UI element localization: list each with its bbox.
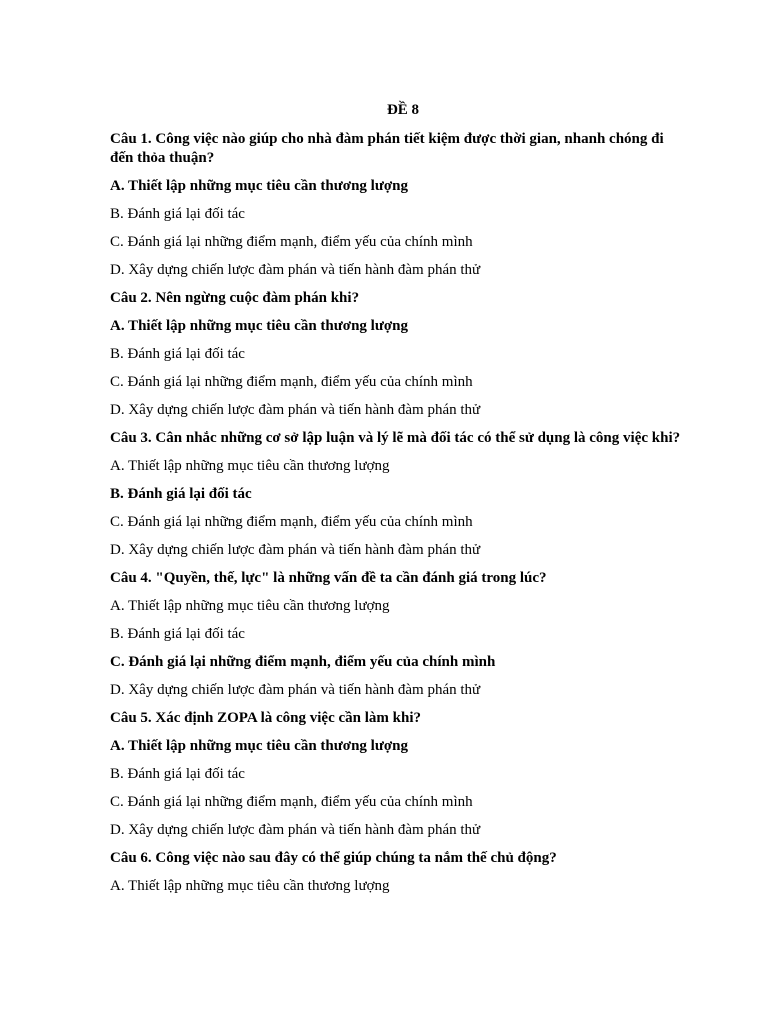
document-title: ĐỀ 8 [386,102,420,118]
answer-option: B. Đánh giá lại đối tác [110,626,245,642]
answer-option: D. Xây dựng chiến lược đàm phán và tiến hành đàm phán thử [110,682,481,698]
answer-option: B. Đánh giá lại đối tác [110,206,245,222]
answer-option: B. Đánh giá lại đối tác [110,766,245,782]
answer-option: D. Xây dựng chiến lược đàm phán và tiến hành đàm phán thử [110,542,481,558]
answer-option: A. Thiết lập những mục tiêu cần thương lượng [110,598,390,614]
question-text: Câu 2. Nên ngừng cuộc đàm phán khi? [110,290,360,306]
answer-option: C. Đánh giá lại những điểm mạnh, điểm yếu của chính mình [110,374,473,390]
answer-option: C. Đánh giá lại những điểm mạnh, điểm yếu của chính mình [110,514,473,530]
answer-option: B. Đánh giá lại đối tác [110,486,252,502]
answer-option: C. Đánh giá lại những điểm mạnh, điểm yếu của chính mình [110,234,473,250]
answer-option: D. Xây dựng chiến lược đàm phán và tiến hành đàm phán thử [110,262,481,278]
question-text: Câu 3. Cân nhắc những cơ sở lập luận và lý lẽ mà đối tác có thể sử dụng là công việc khi? [110,430,681,446]
answer-option: A. Thiết lập những mục tiêu cần thương lượng [110,738,408,754]
answer-option: C. Đánh giá lại những điểm mạnh, điểm yếu của chính mình [110,794,473,810]
answer-option: B. Đánh giá lại đối tác [110,346,245,362]
answer-option: A. Thiết lập những mục tiêu cần thương lượng [110,178,408,194]
question-text: Câu 5. Xác định ZOPA là công việc cần làm khi? [110,710,422,726]
document-body [110,130,690,905]
answer-option: C. Đánh giá lại những điểm mạnh, điểm yếu của chính mình [110,654,496,670]
answer-option: D. Xây dựng chiến lược đàm phán và tiến hành đàm phán thử [110,822,481,838]
answer-option: A. Thiết lập những mục tiêu cần thương lượng [110,318,408,334]
question-text: Câu 1. Công việc nào giúp cho nhà đàm phán tiết kiệm được thời gian, nhanh chóng đi đến thỏa thuận? [110,131,664,166]
answer-option: A. Thiết lập những mục tiêu cần thương lượng [110,878,390,894]
question-text: Câu 4. "Quyền, thế, lực" là những vấn đề ta cần đánh giá trong lúc? [110,570,547,586]
answer-option: D. Xây dựng chiến lược đàm phán và tiến hành đàm phán thử [110,402,481,418]
answer-option: A. Thiết lập những mục tiêu cần thương lượng [110,458,390,474]
question-text: Câu 6. Công việc nào sau đây có thể giúp chúng ta nắm thế chủ động? [110,850,557,866]
